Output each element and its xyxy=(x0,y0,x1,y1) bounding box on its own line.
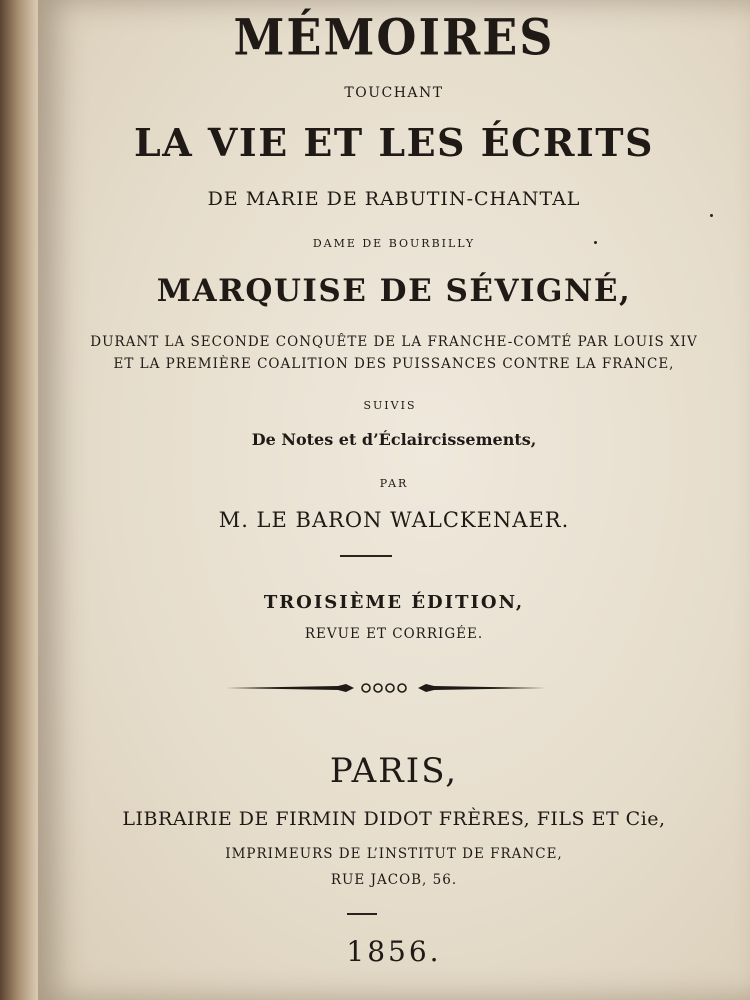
revue-line: REVUE ET CORRIGÉE. xyxy=(304,626,484,642)
imprimeurs-line: IMPRIMEURS DE L’INSTITUT DE FRANCE, xyxy=(225,846,563,862)
publication-year: 1856. xyxy=(346,935,442,968)
touchant-line: TOUCHANT xyxy=(344,85,444,101)
publisher-line: LIBRAIRIE DE FIRMIN DIDOT FRÈRES, FILS ET Cie, xyxy=(122,808,666,830)
subject-line: DE MARIE DE RABUTIN-CHANTAL xyxy=(207,188,581,210)
title-page xyxy=(38,0,750,1000)
book-title: MÉMOIRES xyxy=(233,7,555,67)
divider-rule xyxy=(340,555,392,557)
paper-speck xyxy=(594,241,597,244)
author-line: M. LE BARON WALCKENAER. xyxy=(218,508,570,532)
divider-rule-small xyxy=(347,913,377,915)
durant-line-2: ET LA PREMIÈRE COALITION DES PUISSANCES CONTRE LA FRANCE, xyxy=(113,356,675,372)
notes-line: De Notes et d’Éclaircissements, xyxy=(251,430,537,449)
paper-speck xyxy=(710,214,713,217)
dame-line: DAME DE BOURBILLY xyxy=(312,237,476,250)
suivis-line: SUIVIS xyxy=(363,399,417,412)
city-line: PARIS, xyxy=(329,751,459,791)
marquise-line: MARQUISE DE SÉVIGNÉ, xyxy=(156,273,632,309)
address-line: RUE JACOB, 56. xyxy=(330,872,458,888)
edition-line: TROISIÈME ÉDITION, xyxy=(263,592,525,613)
par-line: PAR xyxy=(379,477,409,490)
book-subtitle: LA VIE ET LES ÉCRITS xyxy=(134,120,654,165)
ornamental-divider xyxy=(226,678,546,698)
durant-line-1: DURANT LA SECONDE CONQUÊTE DE LA FRANCHE-COMTÉ PAR LOUIS XIV xyxy=(90,334,698,350)
